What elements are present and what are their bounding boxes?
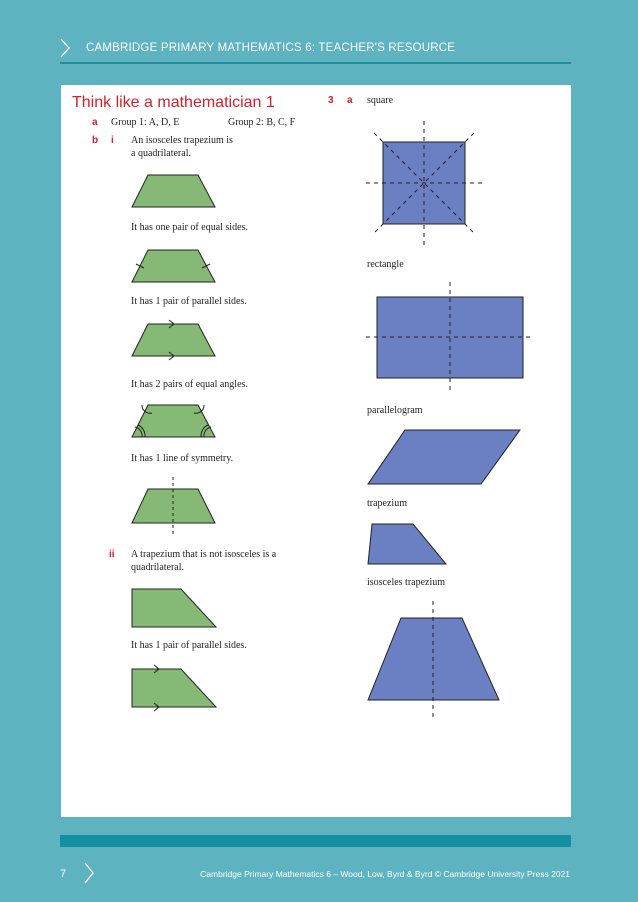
part-b-ii-label: ii [109,549,115,560]
square-symmetry-shape [366,121,486,247]
isosceles-intro-line2: a quadrilateral. [131,148,191,159]
trapezium-shape [366,522,448,566]
fact-line-symmetry: It has 1 line of symmetry. [131,453,234,464]
trapezium-equal-angles-shape [129,403,219,439]
trapezium-parallel-sides-ii-shape [129,667,219,709]
isosceles-intro-line1: An isosceles trapezium is [131,135,233,146]
isosceles-trapezium-label: isosceles trapezium [367,577,446,588]
rectangle-symmetry-shape [366,282,536,394]
content-page [61,85,571,817]
trapezium-equal-sides-shape [129,248,219,284]
parallelogram-shape [366,428,522,486]
trapezium-parallel-sides-shape [129,322,219,358]
group-1-text: Group 1: A, D, E [111,117,180,128]
parallelogram-label: parallelogram [367,405,423,416]
question-3-number: 3 [328,95,334,106]
chevron-right-icon [84,862,94,884]
fact-equal-sides: It has one pair of equal sides. [131,222,248,233]
rectangle-label: rectangle [367,259,404,270]
non-isosceles-trapezium-shape [129,587,219,629]
question-3a-label: a [347,95,353,106]
isosceles-trapezium-symmetry-shape [366,601,500,717]
section-title: Think like a mathematician 1 [72,94,275,111]
trapezium-intro-line1: A trapezium that is not isosceles is a [131,549,277,560]
trapezium-symmetry-shape [129,477,219,537]
fact-parallel-sides: It has 1 pair of parallel sides. [131,296,247,307]
footer-credit: Cambridge Primary Mathematics 6 – Wood, Low, Byrd & Byrd © Cambridge University Press 2021 [200,869,570,879]
header-rule [60,62,571,64]
trapezium-intro-line2: quadrilateral. [131,562,185,573]
page-number: 7 [60,868,67,880]
header-title: CAMBRIDGE PRIMARY MATHEMATICS 6: TEACHER'S RESOURCE [86,42,456,54]
part-b-label: b [92,135,99,146]
fact-parallel-sides-ii: It has 1 pair of parallel sides. [131,640,247,651]
footer-bar [60,835,571,847]
group-2-text: Group 2: B, C, F [228,117,296,128]
isosceles-trapezium-shape [129,173,219,209]
part-b-i-label: i [111,135,114,146]
trapezium-label: trapezium [367,498,407,509]
part-a-label: a [92,117,98,128]
square-label: square [367,95,394,106]
chevron-right-icon [60,38,70,58]
fact-equal-angles: It has 2 pairs of equal angles. [131,379,248,390]
